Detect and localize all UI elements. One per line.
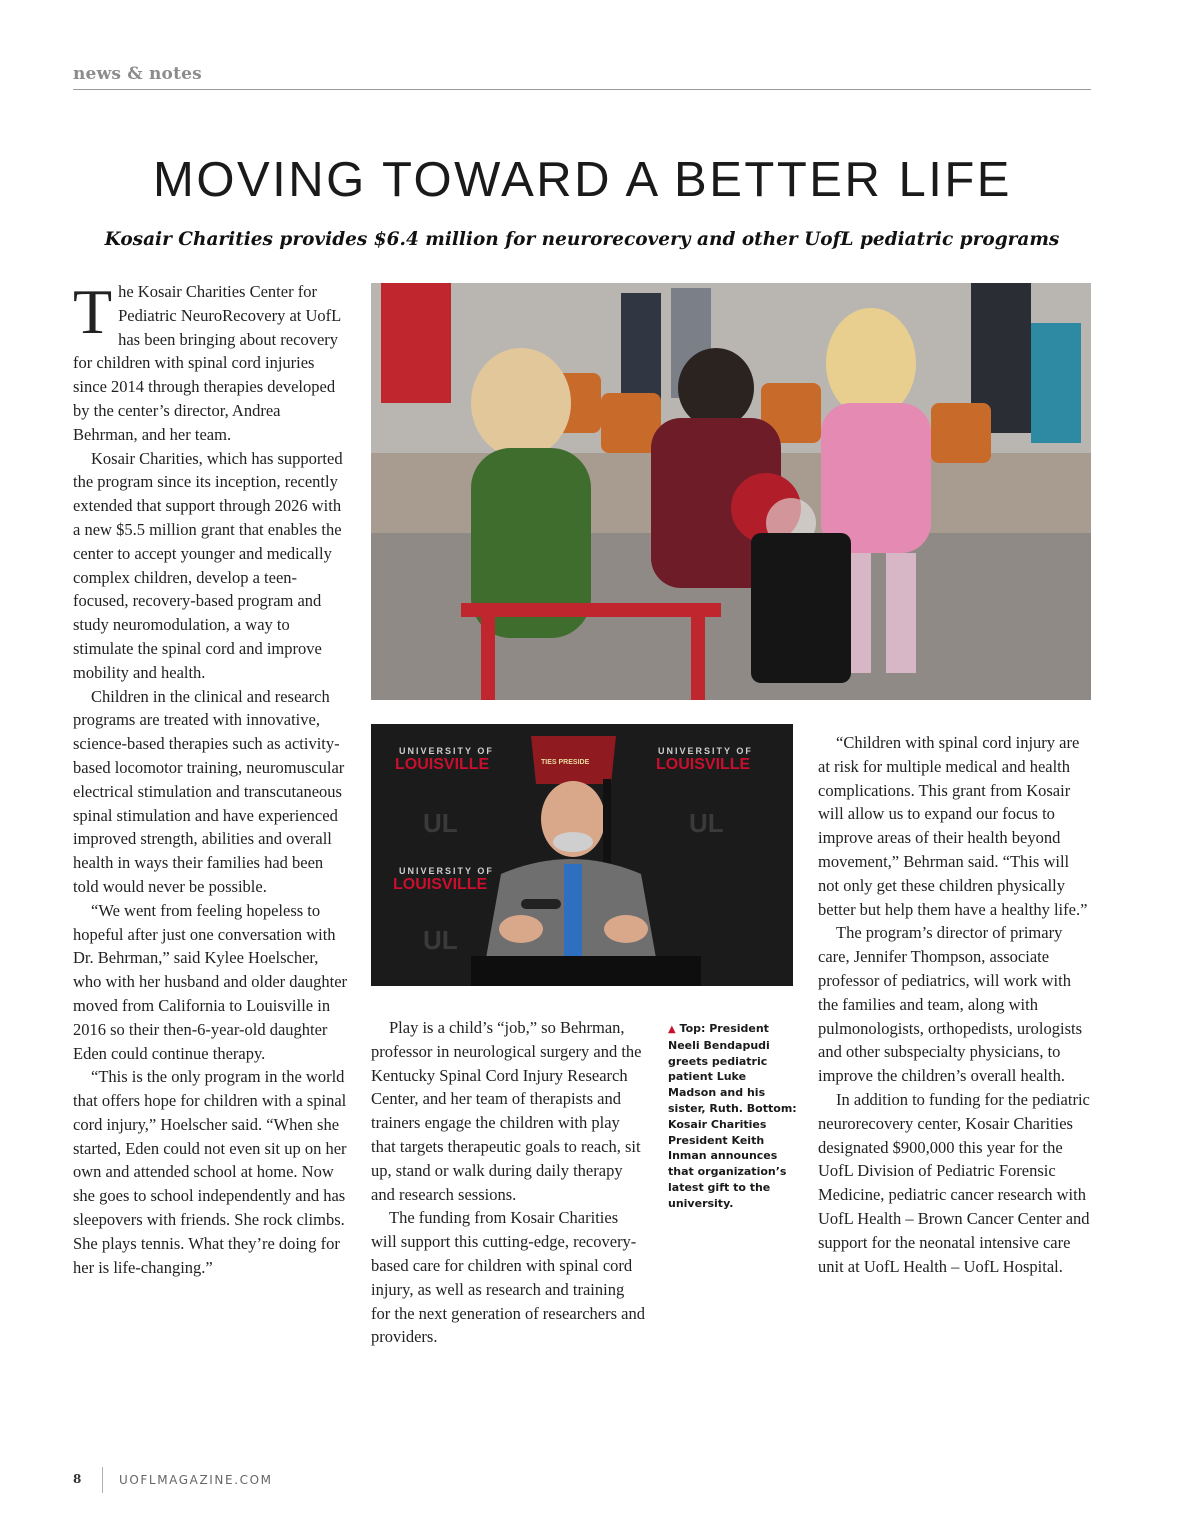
backdrop-text: UNIVERSITY OF (658, 746, 753, 756)
photo-illustration (371, 283, 1091, 700)
backdrop-text: UNIVERSITY OF (399, 866, 494, 876)
fez-text: TIES PRESIDE (541, 759, 590, 766)
article-dek: Kosair Charities provides $6.4 million for neurorecovery and other UofL pediatric programs (104, 229, 1060, 250)
caption-arrow-icon: ▲ (668, 1024, 676, 1035)
paragraph: In addition to funding for the pediatric neurorecovery center, Kosair Charities designated $900,000 this year for the UofL Division of Pediatric Forensic Medicine, pediatric cancer research with UofL Health – Brown Cancer Center and support for the neonatal intensive care unit at UofL Health – UofL Hospital. (818, 1089, 1090, 1276)
paragraph (73, 276, 348, 447)
backdrop-text: LOUISVILLE (395, 756, 490, 773)
page-number: 8 (73, 1472, 82, 1486)
photo-illustration (371, 724, 793, 986)
photo-keith-inman-speaking (371, 724, 793, 986)
article-headline: MOVING TOWARD A BETTER LIFE (153, 153, 1012, 207)
paragraph: Children in the clinical and research programs are treated with innovative, science-based therapies such as activity-based locomotor training, neuromuscular electrical stimulation and transcutaneous spinal stimulation and have experienced improved strength, abilities and overall health in ways their families had been told would never be possible. (73, 686, 345, 896)
paragraph: Play is a child’s “job,” so Behrman, professor in neurological surgery and the Kentucky Spinal Cord Injury Research Center, and her team of therapists and trainers engage the children with play that targets therapeutic goals to reach, sit up, stand or walk during daily therapy and research sessions. (371, 1018, 642, 1204)
body-column-2 (371, 1016, 646, 1349)
photo-caption (668, 1021, 798, 1212)
paragraph: “This is the only program in the world that offers hope for children with a spinal cord injury,” Hoelscher said. “When she started, Eden could not even sit up on her own and attended school at home. Now she goes to school independently and has sleepovers with friends. She rock climbs. She plays tennis. What they’re doing for her is life-changing.” (73, 1067, 347, 1277)
paragraph: The funding from Kosair Charities will support this cutting-edge, recovery-based care for children with spinal cord injury, as well as research and training for the next generation of researchers and providers. (371, 1208, 645, 1347)
paragraph: “Children with spinal cord injury are at risk for multiple medical and health complications. This grant from Kosair will allow us to expand our focus to improve areas of their health beyond movement,” Behrman said. “This will not only get these children physically better but help them have a healthy life.” (818, 733, 1088, 919)
backdrop-text: UNIVERSITY OF (399, 746, 494, 756)
backdrop-text: LOUISVILLE (656, 756, 751, 773)
body-column-1 (73, 276, 348, 1279)
backdrop-text: UL (423, 808, 458, 838)
footer-divider (102, 1467, 103, 1493)
paragraph-text: he Kosair Charities Center for Pediatric NeuroRecovery at UofL has been bringing about recovery for children with spinal cord injuries since 2014 through therapies developed by the center’s director, Andrea Behrman, and her team. (73, 282, 341, 444)
paragraph: “We went from feeling hopeless to hopeful after just one conversation with Dr. Behrman,” said Kylee Hoelscher, who with her husband and older daughter moved from California to Louisville in 2016 so their then-6-year-old daughter Eden could continue therapy. (73, 900, 348, 1063)
backdrop-text: UL (689, 808, 724, 838)
section-label: news & notes (73, 64, 202, 84)
paragraph: Kosair Charities, which has supported the program since its inception, recently extended that support through 2026 with a new $5.5 million grant that enables the center to accept younger and medically complex children, develop a teen-focused, recovery-based program and study neuromodulation, a way to stimulate the spinal cord and improve mobility and health. (73, 448, 343, 682)
body-column-3 (818, 731, 1090, 1278)
backdrop-text: LOUISVILLE (393, 876, 488, 893)
footer-site-link[interactable]: UOFLMAGAZINE.COM (119, 1473, 273, 1487)
photo-president-greets-patient (371, 283, 1091, 700)
backdrop-text: UL (423, 925, 458, 955)
drop-cap: T (73, 276, 113, 347)
paragraph: The program’s director of primary care, Jennifer Thompson, associate professor of pediatrics, will work with the families and team, along with pulmonologists, orthopedists, urologists and other subspecialty physicians, to improve the children’s overall health. (818, 923, 1083, 1086)
header-divider (73, 89, 1091, 90)
caption-text: Top: President Neeli Bendapudi greets pediatric patient Luke Madson and his sister, Ruth. Bottom: Kosair Charities President Keith Inman announces that organization’s latest gift to the university. (668, 1022, 797, 1210)
